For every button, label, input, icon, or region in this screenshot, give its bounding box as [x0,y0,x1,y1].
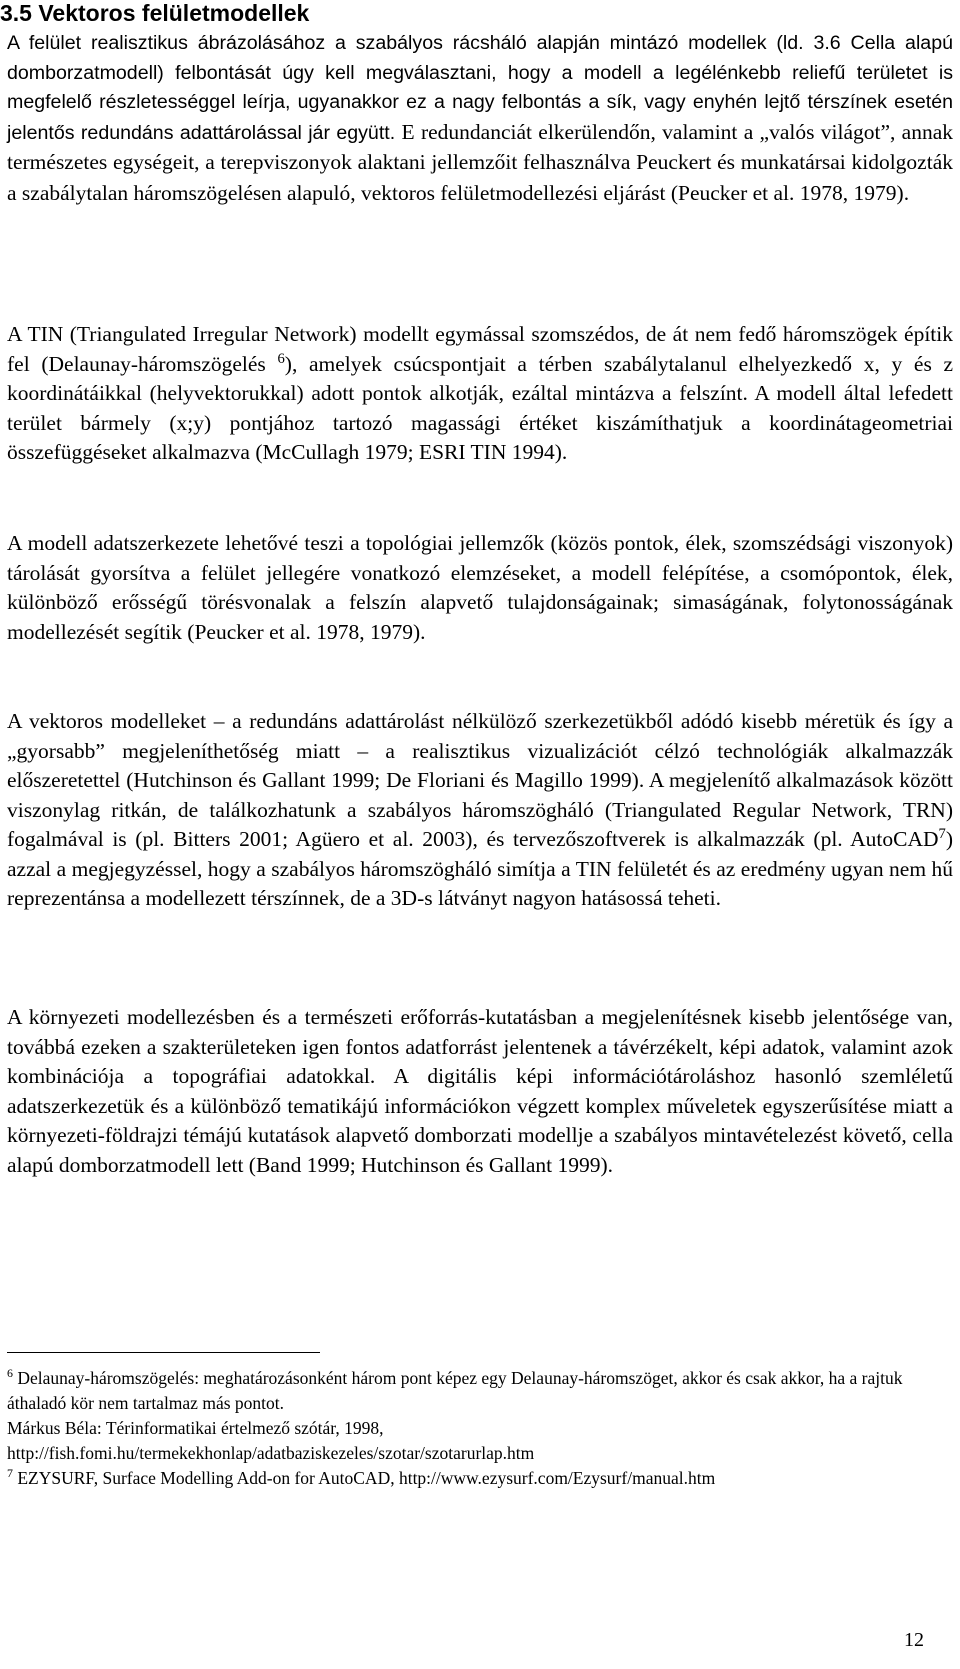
paragraph-1 [7,29,953,209]
footnote-ref-7[interactable]: 7 [938,825,946,842]
paragraph-1-serif-text: E redundanciát elkerülendőn, valamint a „valós világot”, annak természetes egységeit, a terepviszonyok alaktani jellemzőit felhasználva Peuckert és munkatársai kidolgozták a szabálytalan háromszögelésen alapuló, vektoros felületmodellezési eljárást (Peucker et al. 1978, 1979). [7,119,953,205]
footnote-separator [7,1352,320,1353]
section-heading: 3.5 Vektoros felületmodellek [0,0,310,26]
paragraph-2-text-a: A TIN (Triangulated Irregular Network) modellt egymással szomszédos, de át nem fedő háromszögek építik fel (Delaunay-háromszögelés [7,322,953,376]
paragraph-2 [7,320,953,468]
footnote-7 [7,1466,953,1491]
paragraph-3: A modell adatszerkezete lehetővé teszi a topológiai jellemzők (közös pontok, élek, szomszédsági viszonyok) tárolását gyorsítva a felület jellegére vonatkozó elemzéseket, a modell felépítése, a csomópontok, élek, különböző erősségű törésvonalak a felszín alapvető tulajdonságainak; simaságának, folytonosságának modellezését segítik (Peucker et al. 1978, 1979). [7,531,953,644]
paragraph-4-text-a: A vektoros modelleket – a redundáns adattárolást nélkülöző szerkezetükből adódó kisebb méretük és így a „gyorsabb” megjeleníthetőség miatt – a realisztikus vizualizációt célzó technológiák alkalmazzák előszeretettel (Hutchinson és Gallant 1999; De Floriani és Magillo 1999). A megjelenítő alkalmazások között viszonylag ritkán, de találkozhatunk a szabályos háromszögháló (Triangulated Regular Network, TRN) fogalmával is (pl. Bitters 2001; Agüero et al. 2003), és tervezőszoftverek is alkalmazzák (pl. AutoCAD [7,709,953,851]
footnote-6-source: Márkus Béla: Térinformatikai értelmező szótár, 1998, [7,1418,384,1438]
footnote-6-url[interactable]: http://fish.fomi.hu/termekekhonlap/adatbaziskezeles/szotar/szotarurlap.htm [7,1443,535,1463]
paragraph-2-text-b: ), amelyek csúcspontjait a térben szabálytalanul elhelyezkedő x, y és z koordinátáikkal (helyvektorukkal) adott pontok alkotják, ezáltal mintázva a felszínt. A modell által lefedett terület bármely (x;y) pontjához tartozó magassági értéket kiszámíthatjuk a koordinátageometriai összefüggéseket alkalmazva (McCullagh 1979; ESRI TIN 1994). [7,351,954,464]
footnote-7-mark: 7 [7,1466,13,1481]
footnote-6-text: Delaunay-háromszögelés: meghatározásonként három pont képez egy Delaunay-háromszöget, akkor és csak akkor, ha a rajtuk áthaladó kör nem tartalmaz más pontot. [7,1368,903,1413]
paragraph-1-sans-text: A felület realisztikus ábrázolásához a szabályos rácsháló alapján mintázó modellek (ld. 3.6 Cella alapú domborzatmodell) felbontását úgy kell megválasztani, hogy a modell a legélénkebb reliefű területet is megfelelő részletességgel leírja, ugyanakkor ez a nagy felbontás a sík, vagy enyhén lejtő térszínek esetén jelentős redundáns adattárolással jár együtt. [7,32,953,144]
footnotes [7,1366,953,1491]
paragraph-4 [7,707,953,914]
paragraph-5: A környezeti modellezésben és a természeti erőforrás-kutatásban a megjelenítésnek kisebb jelentősége van, továbbá ezeken a szakterületeken igen fontos adatforrást jelentenek a távérzékelt, képi adatok, valamint azok kombinációja a topográfiai adatokkal. A digitális képi információtároláshoz hasonló szemléletű adatszerkezetük és a különböző tematikájú információkon végzett komplex műveletek egyszerűsítése miatt a környezeti-földrajzi témájú kutatások alapvető domborzati modellje a szabályos mintavételezést követő, cella alapú domborzatmodell lett (Band 1999; Hutchinson és Gallant 1999). [7,1005,953,1177]
footnote-6-mark: 6 [7,1366,13,1381]
footnote-ref-6[interactable]: 6 [277,350,285,367]
footnote-6 [7,1366,953,1416]
page-number: 12 [904,1629,924,1651]
footnote-7-text: EZYSURF, Surface Modelling Add-on for AutoCAD, http://www.ezysurf.com/Ezysurf/manual.htm [17,1468,716,1488]
paragraph-4-text-b: ) azzal a megjegyzéssel, hogy a szabályos háromszögháló simítja a TIN felületét és az eredmény ugyan nem hű reprezentánsa a modellezett térszínnek, de a 3D-s látványt nagyon hatásossá teheti. [7,827,953,910]
